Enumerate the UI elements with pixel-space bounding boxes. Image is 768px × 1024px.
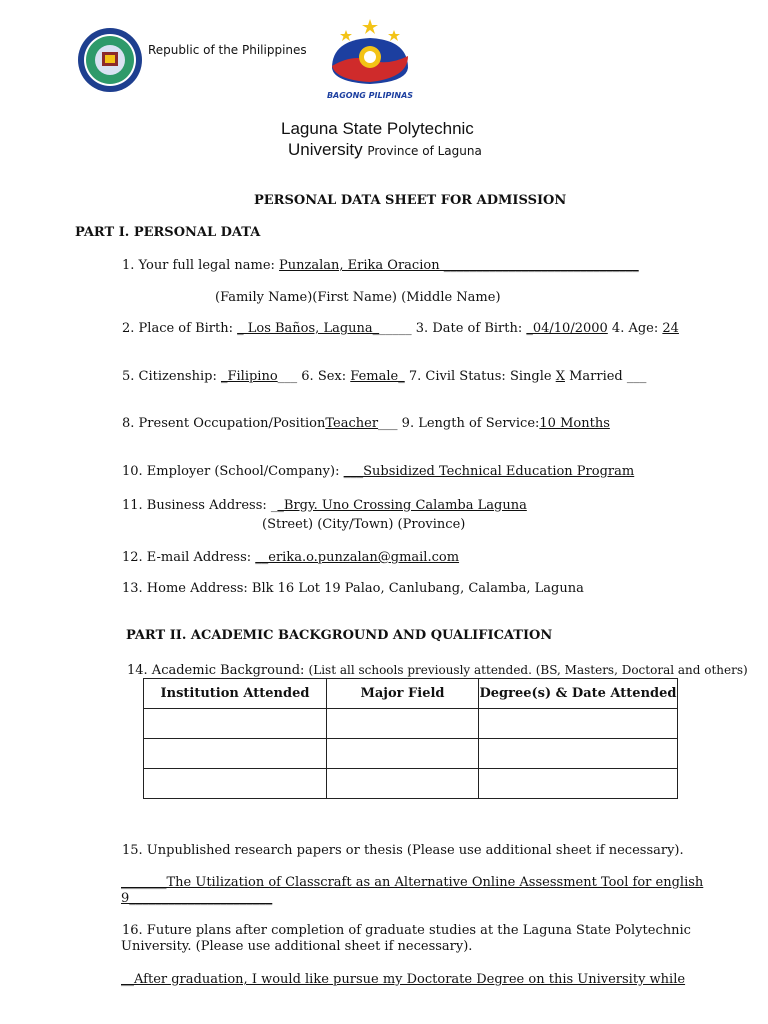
q5-label: 5. Citizenship: (122, 369, 221, 384)
q12-row (122, 550, 459, 565)
q8-q9-row (122, 416, 610, 431)
col-header-major-field: Major Field (327, 679, 479, 709)
part2-title: PART II. ACADEMIC BACKGROUND AND QUALIFICATION (126, 628, 553, 643)
table-cell[interactable] (479, 709, 678, 739)
university-name-line2 (288, 140, 482, 160)
q11-row (122, 498, 527, 513)
q6-label: 6. Sex: (297, 369, 351, 384)
q7-tail: Married ___ (564, 369, 647, 384)
republic-label: Republic of the Philippines (148, 43, 307, 57)
q11-label: 11. Business Address: _ (122, 498, 278, 513)
col-header-degree-date: Degree(s) & Date Attended (479, 679, 678, 709)
q8-value[interactable]: Teacher (325, 416, 379, 431)
table-cell[interactable] (144, 739, 327, 769)
table-cell[interactable] (327, 769, 479, 799)
q11-hint: (Street) (City/Town) (Province) (262, 517, 466, 532)
q14-label: 14. Academic Background: (127, 663, 309, 678)
q2-blank: _____ (379, 321, 412, 336)
q10-value[interactable]: ___Subsidized Technical Education Program (343, 464, 635, 479)
university-name-line1: Laguna State Polytechnic (281, 119, 474, 138)
university-seal-icon (77, 27, 143, 93)
part1-title: PART I. PERSONAL DATA (75, 225, 261, 240)
table-row (144, 769, 678, 799)
q12-value[interactable]: __erika.o.punzalan@gmail.com (255, 550, 460, 565)
table-header-row (144, 679, 678, 709)
university-name-line2-text: University (288, 140, 363, 159)
q15-answer-line1[interactable]: _______The Utilization of Classcraft as an Alternative Online Assessment Tool for english (121, 875, 704, 890)
q2-label: 2. Place of Birth: (122, 321, 238, 336)
bagong-pilipinas-logo (322, 16, 418, 102)
table-cell[interactable] (479, 739, 678, 769)
q1-row (122, 258, 639, 273)
q12-label: 12. E-mail Address: (122, 550, 256, 565)
q4-label: 4. Age: (607, 321, 663, 336)
q11-value[interactable]: _Brgy. Uno Crossing Calamba Laguna (277, 498, 527, 513)
q5-q7-row (122, 369, 646, 384)
table-row (144, 709, 678, 739)
q9-value[interactable]: 10 Months (539, 416, 610, 431)
table-cell[interactable] (479, 769, 678, 799)
q6-value[interactable]: Female_ (350, 369, 405, 384)
q10-row (122, 464, 634, 479)
q15-question: 15. Unpublished research papers or thesis (Please use additional sheet if necessary). (122, 843, 684, 858)
q14-row (127, 663, 748, 678)
table-cell[interactable] (327, 739, 479, 769)
q16-question-line1: 16. Future plans after completion of graduate studies at the Laguna State Polytechnic (122, 923, 691, 938)
province-label: Province of Laguna (367, 144, 482, 158)
q13-row: 13. Home Address: Blk 16 Lot 19 Palao, Canlubang, Calamba, Laguna (122, 581, 584, 596)
q8-blank: ___ (378, 416, 398, 431)
q9-label: 9. Length of Service: (397, 416, 540, 431)
q3-label: 3. Date of Birth: (411, 321, 527, 336)
q16-answer[interactable]: __After graduation, I would like pursue my Doctorate Degree on this University while (121, 972, 686, 987)
q1-label: 1. Your full legal name: (122, 258, 280, 273)
q2-q4-row (122, 321, 679, 336)
q7-label: 7. Civil Status: Single (404, 369, 556, 384)
q4-value[interactable]: 24 (662, 321, 679, 336)
q16-question-line2: University. (Please use additional sheet if necessary). (121, 939, 473, 954)
q10-label: 10. Employer (School/Company): (122, 464, 344, 479)
logo-text: BAGONG PILIPINAS (326, 91, 414, 100)
table-row (144, 739, 678, 769)
q7-value[interactable]: X (555, 369, 565, 384)
table-cell[interactable] (144, 709, 327, 739)
q5-value[interactable]: _Filipino (220, 369, 278, 384)
q5-blank: ___ (277, 369, 298, 384)
q3-value[interactable]: _04/10/2000 (526, 321, 608, 336)
q8-label: 8. Present Occupation/Position (122, 416, 326, 431)
q15-answer-line2[interactable]: 9______________________ (121, 891, 273, 906)
q14-note: (List all schools previously attended. (BS, Masters, Doctoral and others) (308, 663, 748, 677)
col-header-institution: Institution Attended (144, 679, 327, 709)
academic-background-table (143, 678, 678, 799)
table-cell[interactable] (144, 769, 327, 799)
q1-value[interactable]: Punzalan, Erika Oracion ______________________________ (279, 258, 639, 273)
q1-hint: (Family Name)(First Name) (Middle Name) (215, 290, 501, 305)
q2-value[interactable]: _ Los Baños, Laguna_ (237, 321, 380, 336)
table-cell[interactable] (327, 709, 479, 739)
form-title: PERSONAL DATA SHEET FOR ADMISSION (254, 193, 567, 208)
